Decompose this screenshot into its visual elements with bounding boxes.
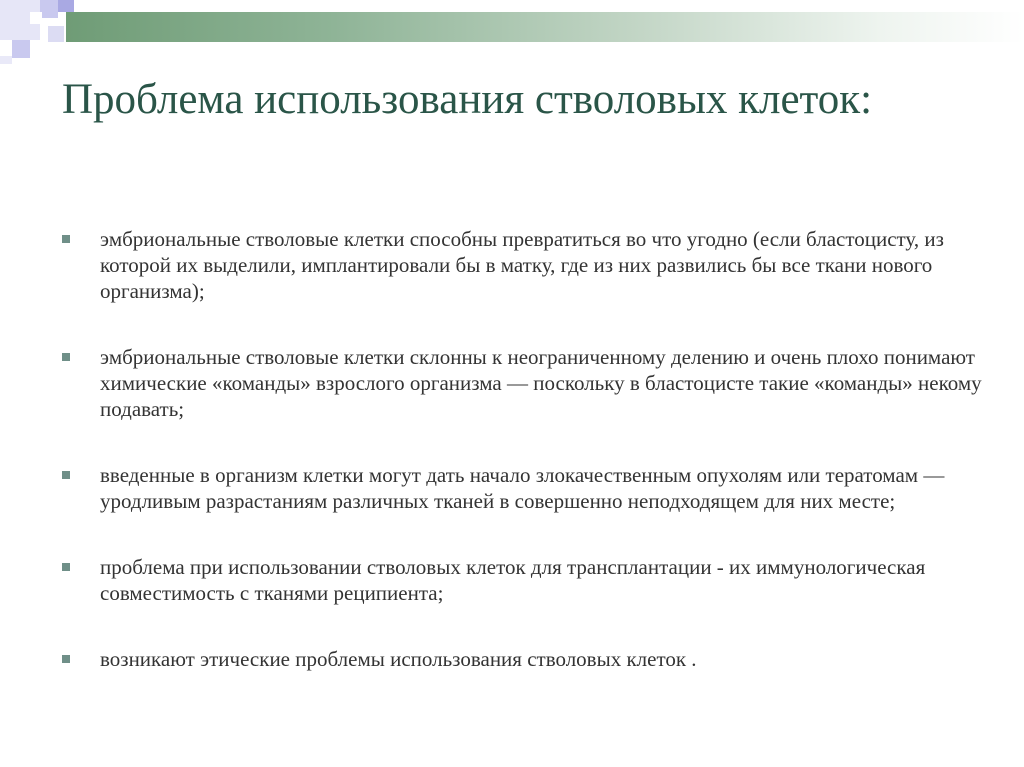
decor-square [40, 0, 58, 18]
bullet-text: введенные в организм клетки могут дать начало злокачественным опухолям или тератомам — уродливым разрастаниям различных тканей в совершенно неподходящем для них месте; [100, 463, 945, 513]
bullet-text: проблема при использовании стволовых клеток для трансплантации - их иммунологическая совместимость с тканями реципиента; [100, 555, 926, 605]
square-bullet-icon [62, 655, 70, 663]
bullet-item [62, 554, 982, 606]
decor-square [58, 0, 74, 12]
decor-square [12, 40, 30, 58]
decor-square [30, 12, 42, 24]
square-bullet-icon [62, 563, 70, 571]
bullet-text: возникают этические проблемы использования стволовых клеток . [100, 647, 697, 671]
bullet-item [62, 462, 982, 514]
bullet-item [62, 344, 982, 422]
square-bullet-icon [62, 235, 70, 243]
decor-square [0, 56, 12, 64]
square-bullet-icon [62, 353, 70, 361]
slide-title: Проблема использования стволовых клеток: [62, 76, 873, 123]
bullet-text: эмбриональные стволовые клетки склонны к неограниченному делению и очень плохо понимают химические «команды» взрослого организма — поскольку в бластоцисте такие «команды» некому подавать; [100, 345, 982, 421]
bullet-text: эмбриональные стволовые клетки способны превратиться во что угодно (если бластоцисту, из которой их выделили, имплантировали бы в матку, где из них развились бы все ткани нового организма); [100, 227, 944, 303]
bullet-item [62, 646, 982, 672]
bullet-item [62, 226, 982, 304]
decor-square [48, 26, 64, 42]
square-bullet-icon [62, 471, 70, 479]
bullet-list [62, 226, 982, 672]
header-gradient-bar [66, 12, 1024, 42]
